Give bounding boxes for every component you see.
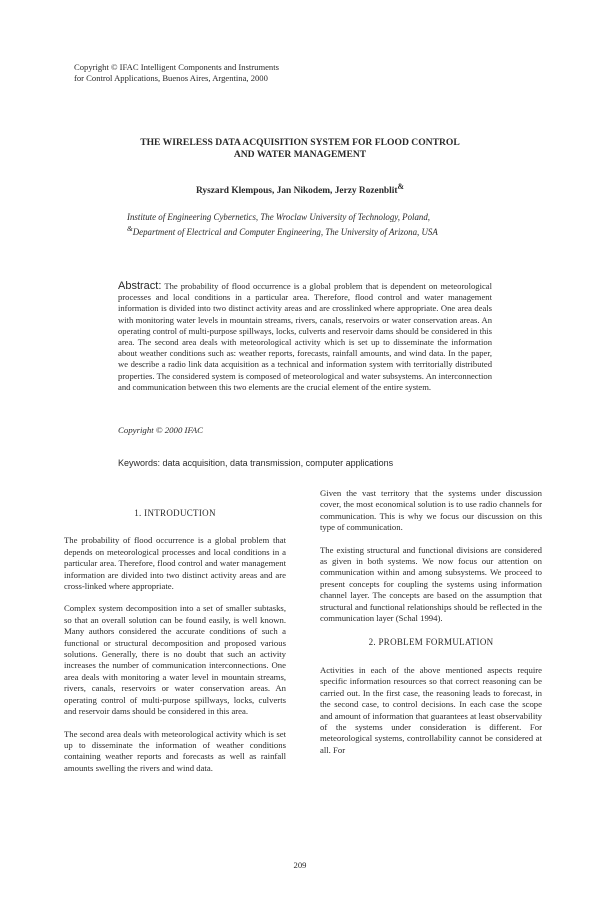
- left-column: [64, 508, 286, 785]
- affiliation-1: Institute of Engineering Cybernetics, The Wroclaw University of Technology, Poland,: [127, 212, 431, 222]
- problem-paragraph-1: Activities in each of the above mentioned aspects require specific information resources so that correct reasoning can be carried out. In the first case, the reasoning leads to forecast, in the second case, to control decisions. In each case the scope and amount of information that guarantees at least observability of the systems under consideration is different. For meteorological systems, controllability cannot be considered at all. For: [320, 664, 542, 755]
- affiliation-2: Department of Electrical and Computer Engineering, The University of Arizona, USA: [132, 226, 438, 237]
- abstract-text: The probability of flood occurrence is a global problem that is dependent on meteorological processes and local conditions in a particular area. Therefore, flood control and water management information is divided into two distinct activity areas and are crosslinked where appropriate. One area deals with monitoring water levels in mountain streams, rivers, canals, reservoirs or water conservation areas. An operating control of multi-purpose spillways, locks, culverts and reservoir dams should be considered in this area. The second area deals with meteorological activity which is set up to disseminate the information about weather conditions such as: weather reports, forecasts, rainfall amounts, and wind data. In the paper, we describe a radio link data acquisition as a technical and information system with territorially distributed properties. The considered system is composed of meteorological and water subsystems. An interconnection and communication between this two elements are the crucial element of the entire system.: [118, 281, 492, 392]
- affiliation-2-line: [127, 223, 487, 238]
- intro-paragraph-4: Given the vast territory that the systems under discussion cover, the most economical solution is to use radio channels for communication. This is why we focus our discussion on this type of communication.: [320, 488, 542, 533]
- affiliations: [127, 211, 487, 238]
- title-line-2: AND WATER MANAGEMENT: [233, 149, 367, 160]
- intro-paragraph-2: Complex system decomposition into a set of smaller subtasks, so that an overall solution can be found easily, is well known. Many authors considered the accurate conditions of such a functional or structural decomposition and proposed various solutions. Generally, there is no doubt that such an activity increases the number of communication interconnections. One area deals with monitoring a water level in mountain streams, rivers, canals, reservoirs or water conservation areas. An operating control of multi-purpose spillways, locks, culverts and reservoir dams should be considered in this area.: [64, 603, 286, 717]
- intro-paragraph-3: The second area deals with meteorological activity which is set up to disseminate the information of weather conditions containing weather reports and forecasts as well as rainfall amounts swelling the rivers and wind data.: [64, 728, 286, 773]
- right-column: [320, 488, 542, 767]
- copyright-notice: [74, 62, 354, 84]
- abstract-copyright: Copyright © 2000 IFAC: [118, 425, 203, 435]
- authors-text: Ryszard Klempous, Jan Nikodem, Jerzy Rozenblit: [195, 186, 398, 197]
- author-affiliation-mark: &: [397, 182, 404, 191]
- page-number: 209: [293, 860, 307, 870]
- intro-paragraph-1: The probability of flood occurrence is a global problem that depends on meteorological processes and local conditions in a particular area. Therefore, flood control and water management information are divided into two distinct activity areas and are cross-linked where appropriate.: [64, 535, 286, 592]
- author-list: [100, 181, 500, 197]
- abstract-label: Abstract:: [118, 280, 162, 292]
- section-2-heading: 2. PROBLEM FORMULATION: [368, 637, 494, 648]
- section-1-heading: 1. INTRODUCTION: [134, 508, 216, 518]
- copyright-line-1: Copyright © IFAC Intelligent Components and Instruments: [74, 62, 279, 72]
- paper-title: [100, 137, 500, 161]
- affiliation-2-mark: &: [127, 224, 133, 233]
- intro-paragraph-5: The existing structural and functional divisions are considered as given in both systems. We now focus our attention on communication within and among subsystems. We proceed to present concepts for coupling the systems using information channel layer. The concepts are based on the assumption that structural and functional relationships should be reflected in the communication layer (Schal 1994).: [320, 544, 542, 624]
- abstract: [118, 281, 492, 393]
- title-line-1: THE WIRELESS DATA ACQUISITION SYSTEM FOR FLOOD CONTROL: [140, 137, 460, 148]
- copyright-line-2: for Control Applications, Buenos Aires, Argentina, 2000: [74, 73, 268, 83]
- keywords: Keywords: data acquisition, data transmission, computer applications: [118, 458, 394, 468]
